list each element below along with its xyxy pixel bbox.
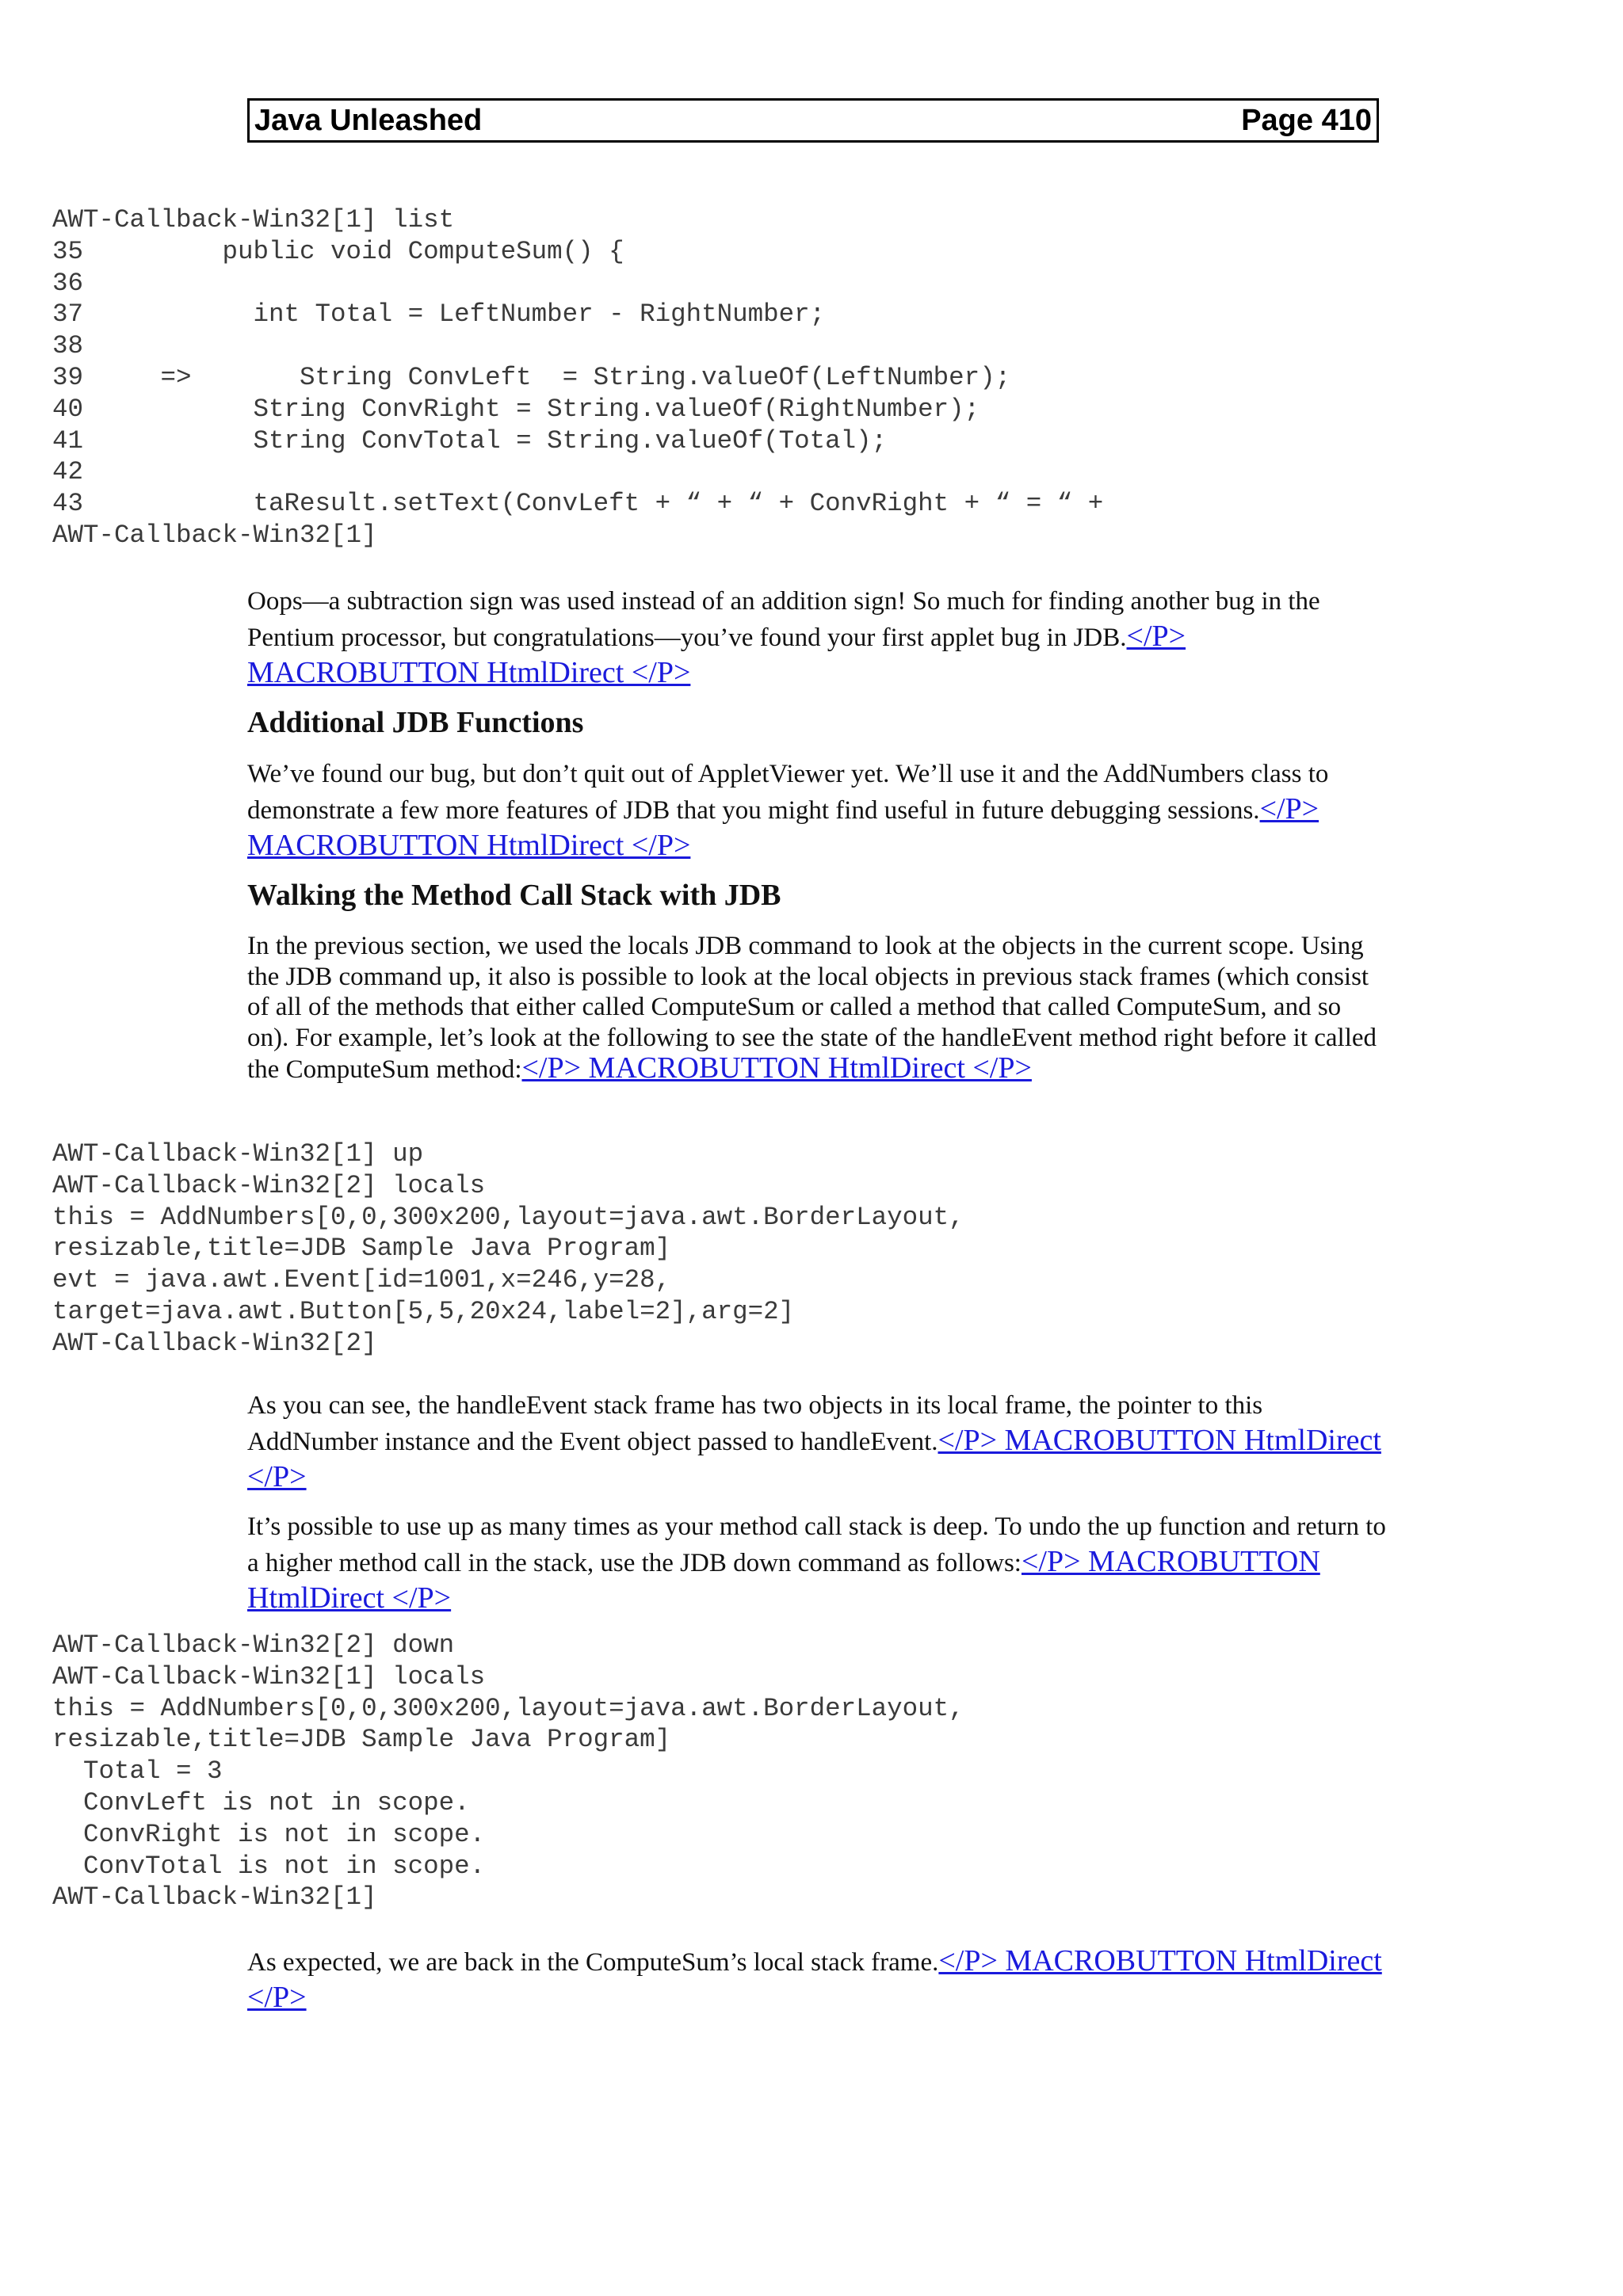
paragraph-text: Oops—a subtraction sign was used instead of an addition sign! So much for finding another bug in the Pentium processor, but congratulations—you’ve found your first applet bug in JDB. [247, 587, 1320, 652]
code-block-down: AWT-Callback-Win32[2] down AWT-Callback-Win32[1] locals this = AddNumbers[0,0,300x200,layout=java.awt.BorderLayout, resizable,title=JDB Sample Java Program] Total = 3 ConvLeft is not in scope. ConvRight is not in scope. ConvTotal is not in scope. AWT-Callback-Win32[1] [52, 1630, 964, 1913]
paragraph-oops [247, 584, 1388, 692]
macrobutton-link[interactable]: </P> MACROBUTTON HtmlDirect </P> [247, 1424, 1381, 1493]
paragraph-text: We’ve found our bug, but don’t quit out of AppletViewer yet. We’ll use it and the AddNumbers class to demonstrate a few more features of JDB that you might find useful in future debugging sessions. [247, 760, 1329, 825]
code-block-up: AWT-Callback-Win32[1] up AWT-Callback-Win32[2] locals this = AddNumbers[0,0,300x200,layout=java.awt.BorderLayout, resizable,title=JDB Sample Java Program] evt = java.awt.Event[id=1001,x=246,y=28, target=java.awt.Button[5,5,20x24,label=2],arg=2] AWT-Callback-Win32[2] [52, 1139, 964, 1358]
macrobutton-link[interactable]: </P> MACROBUTTON HtmlDirect </P> [247, 620, 1186, 689]
paragraph-text: In the previous section, we used the locals JDB command to look at the objects in the current scope. Using the JDB command up, it also is possible to look at the local objects in previous stack frames (which consist of all of the methods that either called ComputeSum or called a method that called ComputeSum, and so on). For example, let’s look at the following to see the state of the handleEvent method right before it called the ComputeSum method: [247, 932, 1377, 1084]
heading-walking-call-stack: Walking the Method Call Stack with JDB [247, 879, 781, 912]
paragraph-as-expected [247, 1943, 1388, 2016]
paragraph-handle-event [247, 1388, 1388, 1496]
paragraph-previous-section [247, 931, 1388, 1085]
macrobutton-link[interactable]: </P> MACROBUTTON HtmlDirect </P> [247, 792, 1319, 862]
macrobutton-link[interactable]: </P> MACROBUTTON HtmlDirect </P> [247, 1944, 1382, 2014]
paragraph-found-bug [247, 757, 1388, 864]
macrobutton-link[interactable]: </P> MACROBUTTON HtmlDirect </P> [521, 1051, 1032, 1085]
macrobutton-link[interactable]: </P> MACROBUTTON HtmlDirect </P> [247, 1545, 1320, 1615]
code-block-list: AWT-Callback-Win32[1] list 35 public void ComputeSum() { 36 37 int Total = LeftNumber - RightNumber; 38 39 => String ConvLeft = String.valueOf(LeftNumber); 40 String ConvRight = String.valueOf(RightNumber); 41 String ConvTotal = String.valueOf(Total); 42 43 taResult.setText(ConvLeft + “ + “ + ConvRight + “ = “ + AWT-Callback-Win32[1] [52, 205, 1104, 550]
paragraph-text: As you can see, the handleEvent stack frame has two objects in its local frame, the pointer to this AddNumber instance and the Event object passed to handleEvent. [247, 1391, 1263, 1456]
heading-additional-jdb-functions: Additional JDB Functions [247, 706, 584, 739]
paragraph-text: As expected, we are back in the ComputeSum’s local stack frame. [247, 1948, 939, 1977]
book-title: Java Unleashed [254, 103, 483, 137]
page-number: Page 410 [1241, 103, 1372, 137]
paragraph-text: It’s possible to use up as many times as your method call stack is deep. To undo the up function and return to a higher method call in the stack, use the JDB down command as follows: [247, 1512, 1386, 1577]
page-header [247, 98, 1379, 143]
paragraph-use-up [247, 1509, 1388, 1617]
